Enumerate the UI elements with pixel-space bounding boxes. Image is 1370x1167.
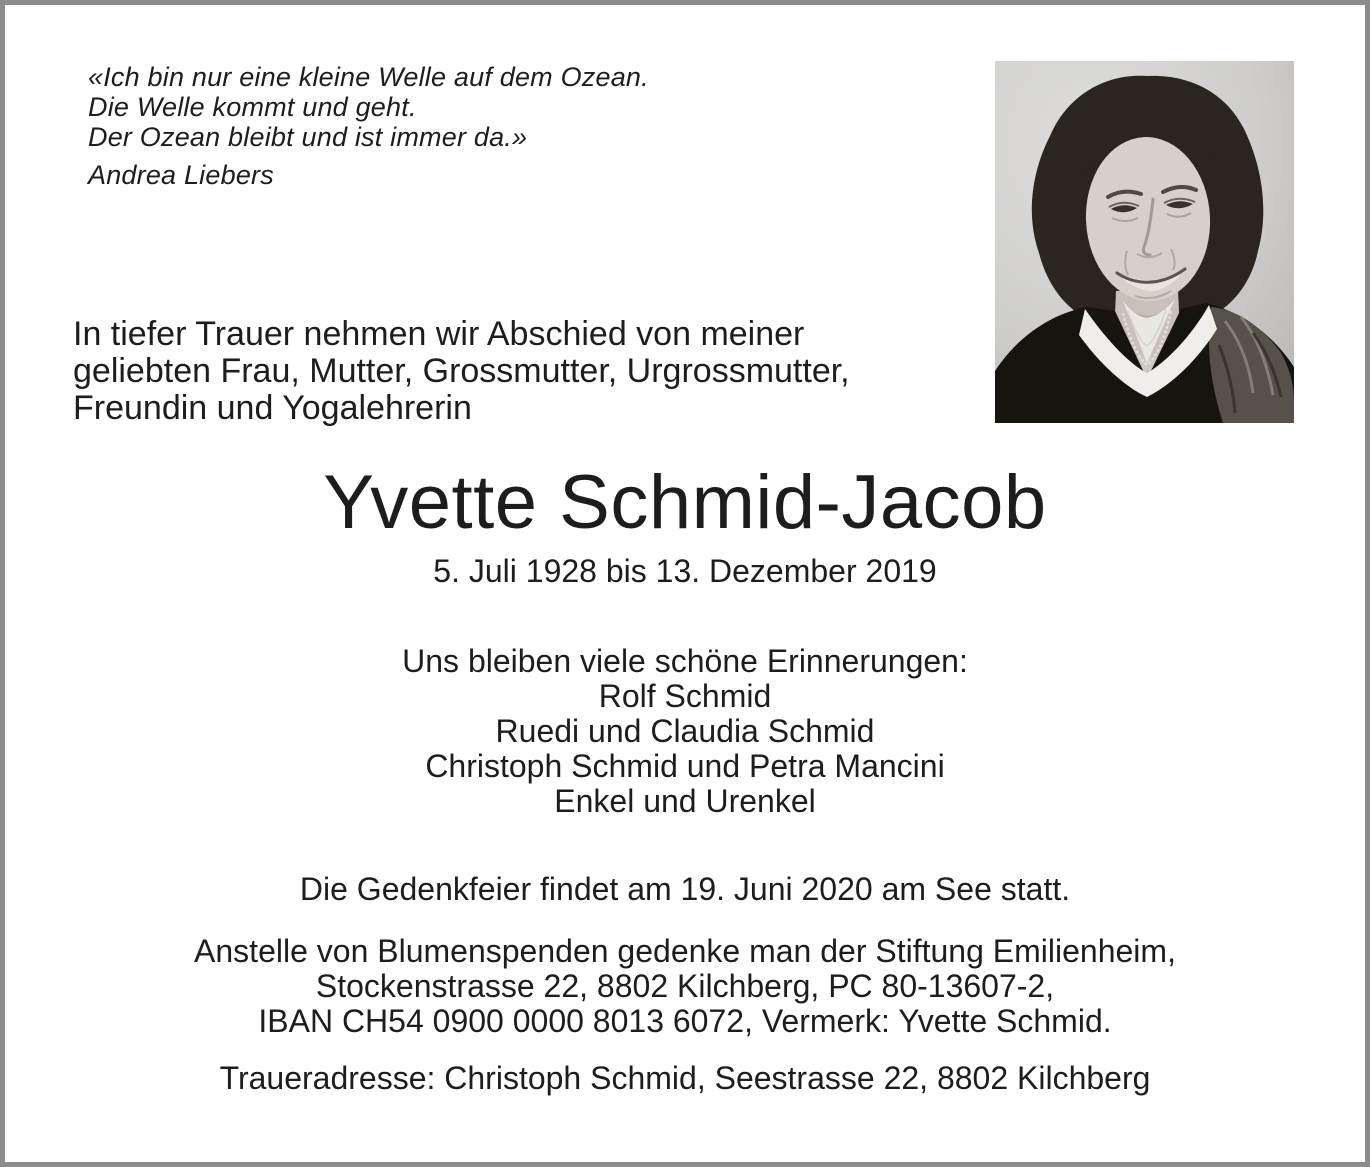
quote-line-2: Die Welle kommt und geht. [88,92,417,122]
quote-line-1: «Ich bin nur eine kleine Welle auf dem Ozean. [88,62,649,92]
memories-block [5,644,1365,819]
family-member: Ruedi und Claudia Schmid [495,713,875,749]
donation-line-1: Anstelle von Blumenspenden gedenke man der Stiftung Emilienheim, [194,933,1176,969]
portrait-photo [995,61,1294,423]
family-member: Rolf Schmid [598,678,772,714]
family-member: Christoph Schmid und Petra Mancini [425,748,945,784]
family-member: Enkel und Urenkel [554,783,816,819]
service-line: Die Gedenkfeier findet am 19. Juni 2020 am See statt. [299,871,1071,907]
mourning-address: Traueradresse: Christoph Schmid, Seestrasse 22, 8802 Kilchberg [219,1060,1151,1096]
deceased-name: Yvette Schmid-Jacob [323,460,1047,545]
donation-line-2: Stockenstrasse 22, 8802 Kilchberg, PC 80-13607-2, [315,968,1055,1004]
donation-line-3: IBAN CH54 0900 0000 8013 6072, Vermerk: Yvette Schmid. [258,1003,1112,1039]
intro-line-3: Freundin und Yogalehrerin [73,389,472,427]
intro-line-2: geliebten Frau, Mutter, Grossmutter, Urgrossmutter, [73,352,850,390]
intro-line-1: In tiefer Trauer nehmen wir Abschied von meiner [73,315,805,353]
memories-heading: Uns bleiben viele schöne Erinnerungen: [402,643,968,679]
portrait-photo-graphic [995,61,1294,423]
quote-author: Andrea Liebers [88,160,274,190]
quote-block [88,62,649,190]
intro-block [73,316,850,427]
donation-block [5,934,1365,1039]
quote-line-3: Der Ozean bleibt und ist immer da.» [88,122,528,152]
life-dates: 5. Juli 1928 bis 13. Dezember 2019 [433,553,937,589]
